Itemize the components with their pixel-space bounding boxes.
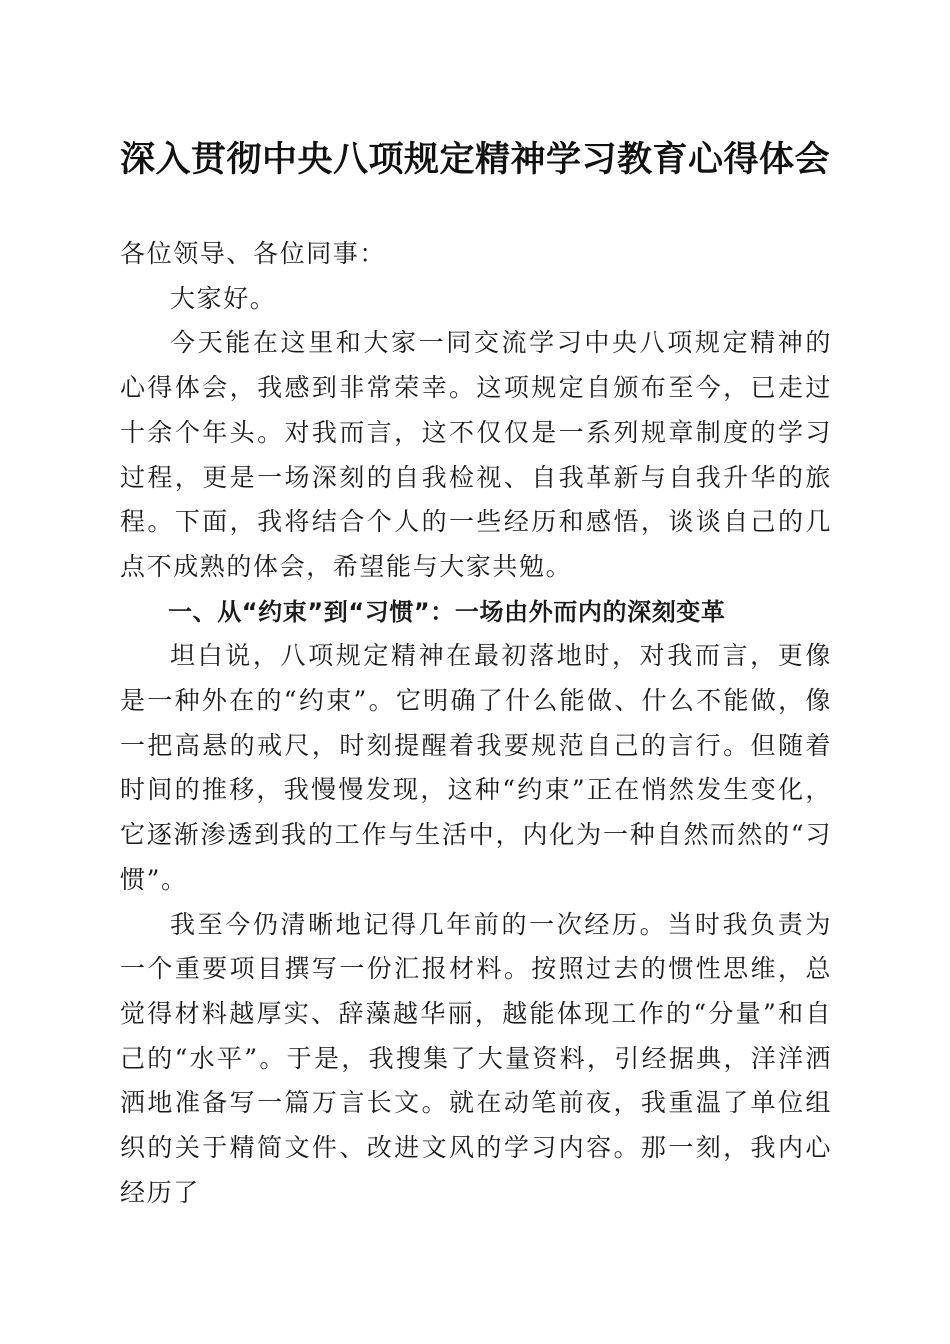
intro-paragraph: 今天能在这里和大家一同交流学习中央八项规定精神的心得体会，我感到非常荣幸。这项规定自颁布至今，已走过十余个年头。对我而言，这不仅仅是一系列规章制度的学习过程，更是一场深刻的自我检视、自我革新与自我升华的旅程。下面，我将结合个人的一些经历和感悟，谈谈自己的几点不成熟的体会，希望能与大家共勉。	[120, 328, 832, 581]
document-title: 深入贯彻中央八项规定精神学习教育心得体会	[119, 139, 830, 180]
section-paragraph-2: 我至今仍清晰地记得几年前的一次经历。当时我负责为一个重要项目撰写一份汇报材料。按照过去的惯性思维，总觉得材料越厚实、辞藻越华丽，越能体现工作的“分量”和自己的“水平”。于是，我搜集了大量资料，引经据典，洋洋洒洒地准备写一篇万言长文。就在动笔前夜，我重温了单位组织的关于精简文件、改进文风的学习内容。那一刻，我内心经历了	[120, 909, 832, 1207]
section-heading: 一、从“约束”到“习惯”：一场由外而内的深刻变革	[168, 597, 726, 626]
section-paragraph-1: 坦白说，八项规定精神在最初落地时，对我而言，更像是一种外在的“约束”。它明确了什么能做、什么不能做，像一把高悬的戒尺，时刻提醒着我要规范自己的言行。但随着时间的推移，我慢慢发现，这种“约束”正在悄然发生变化，它逐渐渗透到我的工作与生活中，内化为一种自然而然的“习惯”。	[120, 641, 832, 894]
salutation: 各位领导、各位同事：	[120, 239, 387, 268]
document-body	[120, 232, 832, 1215]
greeting: 大家好。	[170, 283, 277, 313]
